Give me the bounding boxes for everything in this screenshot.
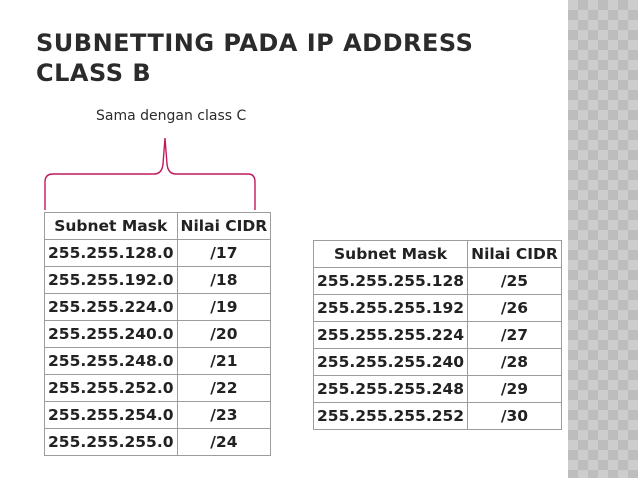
cidr-table-left — [44, 212, 271, 456]
table-row — [45, 321, 271, 348]
cidr-cell: /20 — [177, 321, 271, 348]
table-header-row — [45, 213, 271, 240]
subnet-mask-cell: 255.255.255.248 — [314, 376, 468, 403]
slide-title: SUBNETTING PADA IP ADDRESS CLASS B — [36, 29, 474, 87]
cidr-cell: /24 — [177, 429, 271, 456]
table-row — [314, 403, 562, 430]
table-row — [314, 349, 562, 376]
callout-label: Sama dengan class C — [96, 108, 247, 124]
subnet-mask-cell: 255.255.255.128 — [314, 268, 468, 295]
subnet-mask-cell: 255.255.255.252 — [314, 403, 468, 430]
table-row — [45, 375, 271, 402]
cidr-cell: /27 — [468, 322, 562, 349]
table-row — [314, 268, 562, 295]
table-row — [45, 429, 271, 456]
cidr-cell: /23 — [177, 402, 271, 429]
subnet-mask-cell: 255.255.255.192 — [314, 295, 468, 322]
subnet-mask-cell: 255.255.248.0 — [45, 348, 178, 375]
column-header-subnet-mask: Subnet Mask — [45, 213, 178, 240]
table-row — [314, 322, 562, 349]
table-header-row — [314, 241, 562, 268]
cidr-table-right — [313, 240, 562, 430]
subnet-mask-cell: 255.255.255.0 — [45, 429, 178, 456]
subnet-mask-cell: 255.255.255.240 — [314, 349, 468, 376]
cidr-cell: /25 — [468, 268, 562, 295]
table-row — [45, 348, 271, 375]
cidr-cell: /22 — [177, 375, 271, 402]
cidr-cell: /18 — [177, 267, 271, 294]
cidr-cell: /29 — [468, 376, 562, 403]
cidr-cell: /28 — [468, 349, 562, 376]
subnet-mask-cell: 255.255.252.0 — [45, 375, 178, 402]
subnet-mask-cell: 255.255.224.0 — [45, 294, 178, 321]
table-row — [314, 295, 562, 322]
subnet-mask-cell: 255.255.254.0 — [45, 402, 178, 429]
cidr-cell: /21 — [177, 348, 271, 375]
cidr-cell: /30 — [468, 403, 562, 430]
column-header-subnet-mask: Subnet Mask — [314, 241, 468, 268]
decorative-side-pattern — [568, 0, 638, 478]
subnet-mask-cell: 255.255.255.224 — [314, 322, 468, 349]
cidr-cell: /17 — [177, 240, 271, 267]
column-header-nilai-cidr: Nilai CIDR — [468, 241, 562, 268]
cidr-cell: /19 — [177, 294, 271, 321]
column-header-nilai-cidr: Nilai CIDR — [177, 213, 271, 240]
table-row — [45, 294, 271, 321]
table-row — [314, 376, 562, 403]
table-row — [45, 402, 271, 429]
cidr-cell: /26 — [468, 295, 562, 322]
subnet-mask-cell: 255.255.128.0 — [45, 240, 178, 267]
table-row — [45, 267, 271, 294]
curly-brace-icon — [42, 136, 260, 212]
subnet-mask-cell: 255.255.240.0 — [45, 321, 178, 348]
subnet-mask-cell: 255.255.192.0 — [45, 267, 178, 294]
table-row — [45, 240, 271, 267]
